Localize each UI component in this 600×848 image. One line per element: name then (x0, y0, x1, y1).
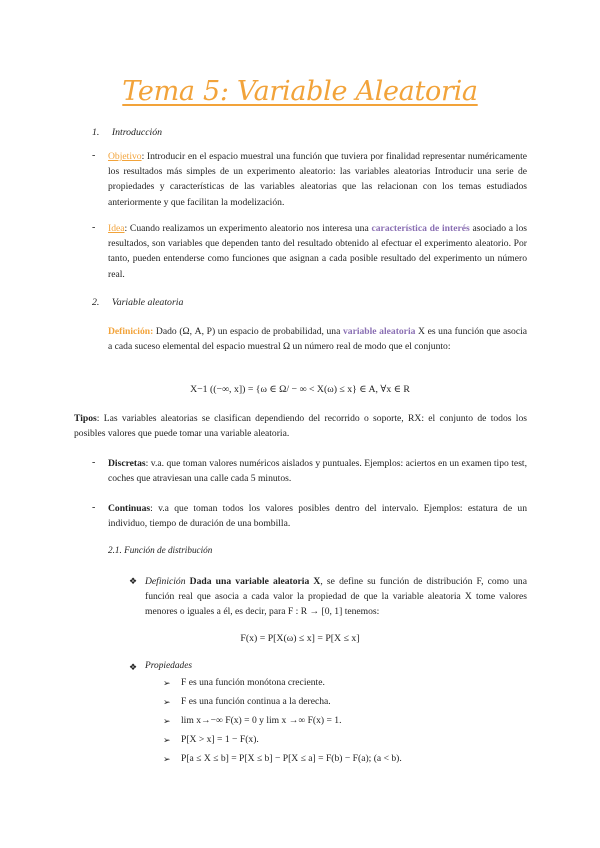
definicion-text-b: X es una función que asocia a cada suceso elemental del espacio muestral Ω un número real de modo que el conjunto: (108, 326, 527, 353)
discretas-text: : v.a. que toman valores numéricos aislados y puntuales. Ejemplos: aciertos en un examen tipo test, coches que atraviesan una calle cada 5 minutos. (108, 458, 527, 485)
section-2-heading (92, 297, 183, 308)
tipos-label: Tipos (74, 413, 97, 424)
page-title: Tema 5: Variable Aleatoria (122, 76, 478, 107)
idea-label: Idea (108, 223, 125, 234)
definicion-text-a: Dado (Ω, A, P) un espacio de probabilidad, una (153, 326, 343, 337)
tipos-paragraph (74, 411, 527, 441)
definicion-highlight: variable aleatoria (342, 326, 416, 337)
formula-distribution: F(x) = P[X(ω) ≤ x] = P[X ≤ x] (240, 633, 360, 644)
definicion-paragraph (108, 324, 527, 354)
definicion-label: Definición: (108, 326, 154, 337)
arrow-bullet-icon: ➢ (163, 697, 171, 707)
section-1-heading (92, 127, 162, 138)
property-item: F es una función continua a la derecha. (181, 696, 331, 707)
def-fd-label: Definición (145, 576, 186, 587)
tipos-text: : Las variables aleatorias se clasifican dependiendo del recorrido o soporte, RX: el conjunto de todos los posibles valores que puede tomar una variable aleatoria. (74, 413, 527, 440)
continuas-label: Continuas (108, 503, 151, 514)
arrow-bullet-icon: ➢ (163, 735, 171, 745)
objetivo-paragraph (108, 149, 527, 210)
continuas-text: : v.a que toman todos los valores posibles dentro del intervalo. Ejemplos: estatura de un individuo, tiempo de duración de una bombilla. (108, 503, 527, 530)
section-2-number: 2. (92, 297, 100, 308)
diamond-bullet-icon: ❖ (129, 576, 138, 586)
dash-bullet: - (92, 222, 96, 233)
property-item: P[a ≤ X ≤ b] = P[X ≤ b] − P[X ≤ a] = F(b) − F(a); (a < b). (181, 753, 402, 764)
idea-paragraph (108, 221, 527, 282)
idea-text-b: asociado a los resultados, son variables que dependen tanto del resultado obtenido al efectuar el experimento aleatorio. Por tanto, pueden entenderse como funciones que asignan a cada posible resultado del experimento un número real. (108, 223, 527, 280)
dash-bullet: - (92, 502, 96, 513)
subsection-heading: 2.1. Función de distribución (108, 545, 213, 555)
arrow-bullet-icon: ➢ (163, 716, 171, 726)
continuas-paragraph (108, 501, 527, 531)
arrow-bullet-icon: ➢ (163, 678, 171, 688)
section-1-label: Introducción (111, 127, 163, 138)
dash-bullet: - (92, 150, 96, 161)
dash-bullet: - (92, 457, 96, 468)
diamond-bullet-icon: ❖ (129, 662, 138, 672)
section-2-label: Variable aleatoria (111, 297, 184, 308)
property-item: lim x→−∞ F(x) = 0 y lim x →∞ F(x) = 1. (181, 715, 342, 726)
def-fd-paragraph (145, 574, 527, 620)
def-fd-text: , se define su función de distribución F, como una función real que asocia a cada valor la propiedad de que la variable aleatoria X tome valores menores o iguales a él, es decir, para F : R → [0, 1] tenemos: (145, 576, 527, 618)
discretas-paragraph (108, 456, 527, 486)
section-1-number: 1. (92, 127, 100, 138)
idea-text-a: : Cuando realizamos un experimento aleatorio nos interesa una (124, 223, 372, 234)
arrow-bullet-icon: ➢ (163, 754, 171, 764)
formula-inverse-image: X−1 ((−∞, x]) = {ω ∈ Ω/ − ∞ < X(ω) ≤ x} ∈ A, ∀x ∈ R (190, 384, 410, 395)
objetivo-text: : Introducir en el espacio muestral una función que tuviera por finalidad representar numéricamente los resultados más simples de un experimento aleatorio: las variables aleatorias Introducir una serie de propiedades y características de las variables aleatorias que las relacionan con los temas estudiados anteriormente y que facilitan la modelización. (108, 151, 527, 208)
idea-highlight: característica de interés (371, 223, 470, 234)
propiedades-label: Propiedades (145, 661, 193, 671)
property-item: F es una función monótona creciente. (181, 677, 325, 688)
def-fd-bold: Dada una variable aleatoria X (185, 576, 321, 587)
property-item: P[X > x] = 1 − F(x). (181, 734, 259, 745)
objetivo-label: Objetivo (108, 151, 142, 162)
discretas-label: Discretas (108, 458, 146, 469)
